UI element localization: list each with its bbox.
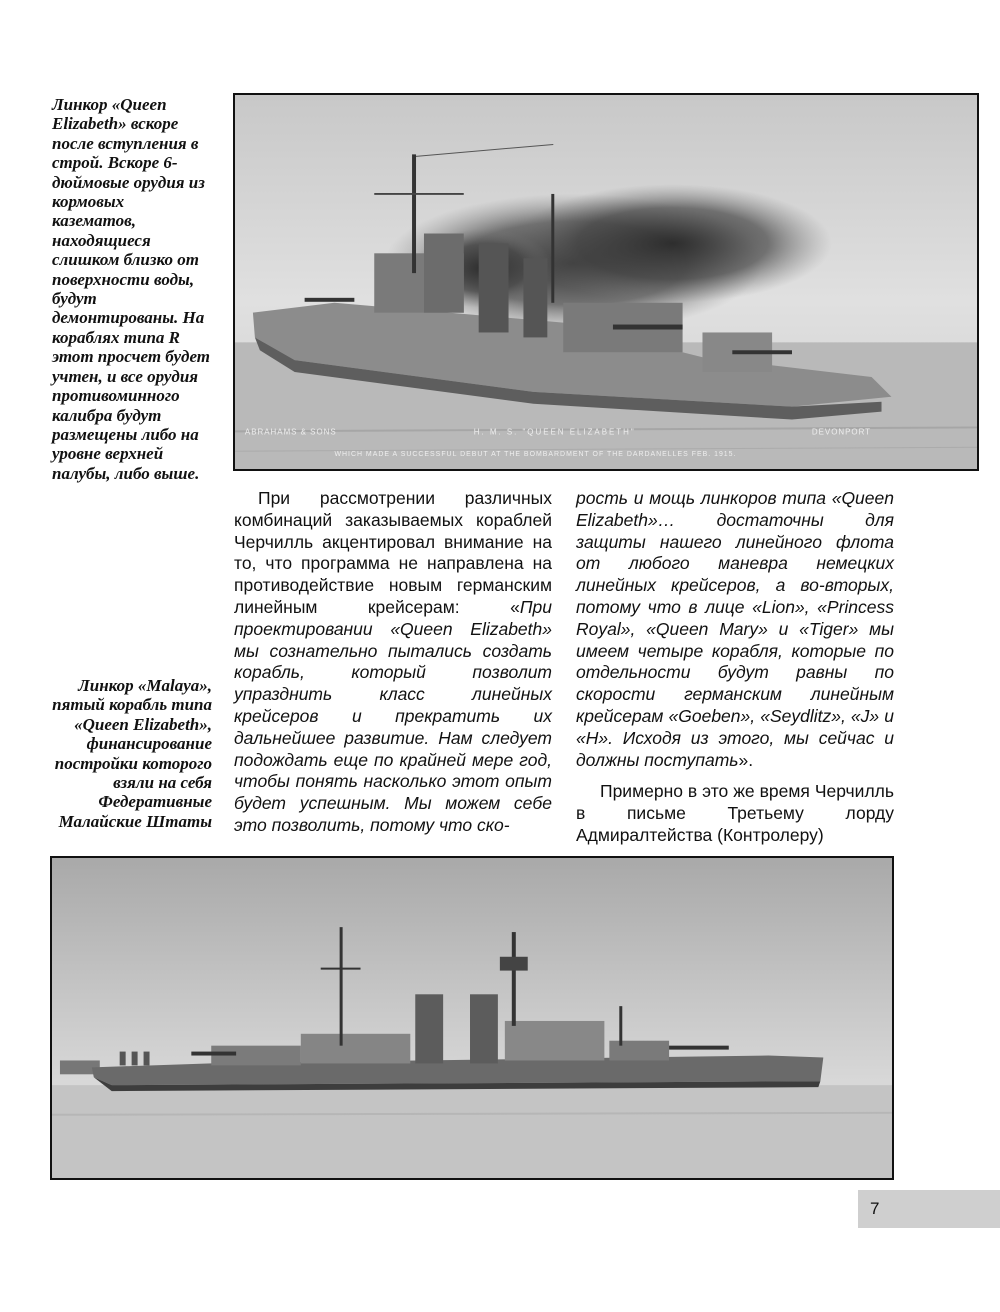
body-right-paragraph: Примерно в это же время Черчилль в письме Третьему лорду Адмиралтейства (Контролеру) <box>576 781 894 845</box>
churchill-quote-part2: рость и мощь линкоров типа «Queen Elizabeth»… достаточны для защиты нашего линейного флота от любого маневра немецких линейных крейсеров, а во-вторых, потому что в лице «Lion», «Princess Royal», «Queen Mary» и «Tiger» мы имеем четыре корабля, которые по отдельности будут равны по скорости германским линейным крейсерам «Goeben», «Seydlitz», «J» и «H». Исходя из этого, мы сейчас и должны поступать <box>576 488 894 770</box>
churchill-quote-part1: При проектировании «Queen Elizabeth» мы сознательно пытались создать корабль, который позволит упразднить класс линейных крейсеров и прекратить их дальнейшее развитие. Нам следует подождать еще по крайней мере год, чтобы понять насколько этот опыт будет успешным. Мы можем себе это позволить, потому что ско- <box>234 596 552 835</box>
page-number: 7 <box>870 1199 880 1218</box>
photo-label-right: DEVONPORT <box>811 427 872 437</box>
page-number-box <box>858 1190 1000 1228</box>
text-column-left <box>234 488 552 837</box>
caption-middle: Линкор «Malaya», пятый корабль типа «Queen Elizabeth», финансирование постройки которого взяли на себя Федеративные Малайские Штаты <box>52 676 212 831</box>
photo-malaya <box>50 856 894 1180</box>
photo-queen-elizabeth <box>233 93 979 471</box>
caption-top: Линкор «Queen Elizabeth» вскоре после вступления в строй. Вскоре 6-дюймовые орудия из кормовых казематов, находящиеся слишком близко от поверхности воды, будут демонтированы. На кораблях типа R этот просчет будет учтен, и все орудия противоминного калибра будут размещены либо на уровне верхней палубы, либо выше. <box>52 95 211 483</box>
photo-label-center: H. M. S. "QUEEN ELIZABETH" <box>473 427 636 437</box>
photo-label-left: ABRAHAMS & SONS <box>244 427 337 437</box>
photo-label-bottom: WHICH MADE A SUCCESSFUL DEBUT AT THE BOMBARDMENT OF THE DARDANELLES FEB. 1915. <box>334 451 737 459</box>
quote-closing-mark: ». <box>738 749 754 770</box>
body-left-paragraph: При рассмотрении различных комбинаций заказываемых кораблей Черчилль акцентировал внимание на то, что программа не направлена на противодействие новым германским линейным крейсерам: « <box>234 488 552 617</box>
text-column-right <box>576 488 894 847</box>
